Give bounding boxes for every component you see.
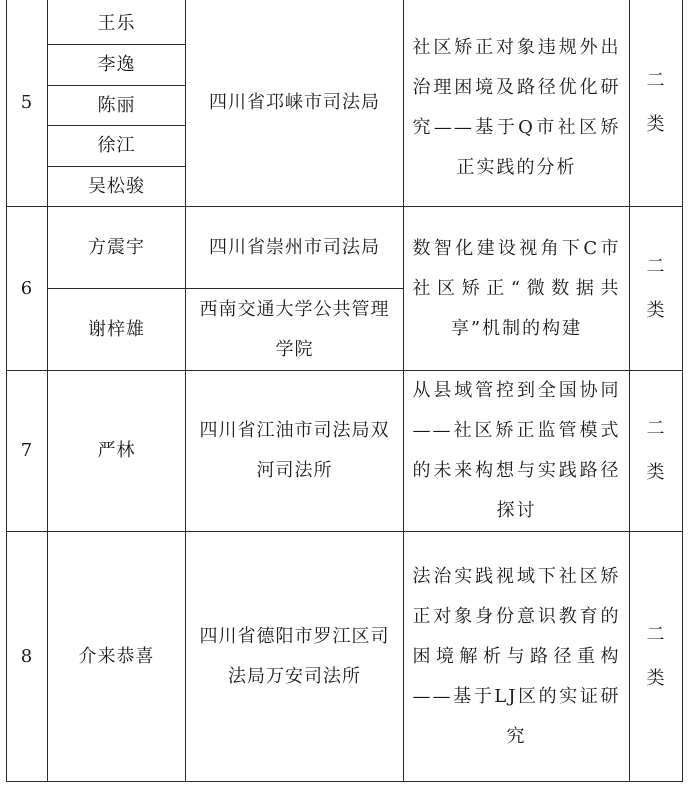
table-bottom-border [6,781,683,782]
unit-name: 四川省江油市司法局双河司法所 [199,420,390,481]
topic-text: 法治实践视域下社区矫正对象身份意识教育的困境解析与路径重构——基于LJ区的实证研究 [412,565,621,747]
member-cell [48,289,185,370]
grade-text: 二类 [646,623,666,689]
member-name: 介来恭喜 [78,645,155,667]
unit-name: 四川省德阳市罗江区司法局万安司法所 [199,625,390,687]
row-number [7,532,47,781]
member-name: 徐江 [97,135,136,156]
member-cell [48,4,185,44]
member-name: 陈丽 [97,94,136,116]
grade-cell [630,0,682,206]
table-right-border [682,0,683,782]
member-cell [48,371,185,531]
row-number [7,0,47,206]
topic-cell [404,371,629,531]
unit-cell [186,207,403,288]
member-name: 李逸 [97,54,136,75]
topic-text: 从县域管控到全国协同——社区矫正监管模式的未来构想与实践路径探讨 [412,380,621,521]
unit-name: 四川省崇州市司法局 [209,236,380,258]
member-name: 吴松骏 [88,175,145,197]
grade-cell [630,532,682,781]
member-cell [48,532,185,781]
unit-cell [186,371,403,531]
member-cell [48,126,185,166]
unit-cell [186,0,403,206]
grade-cell [630,371,682,531]
member-cell [48,86,185,125]
unit-name: 四川省邛崃市司法局 [209,92,380,113]
member-cell [48,167,185,206]
grade-text: 二类 [646,418,666,483]
row-number-text: 5 [20,92,34,113]
topic-text: 社区矫正对象违规外出治理困境及路径优化研究——基于Q市社区矫正实践的分析 [412,37,621,178]
topic-text: 数智化建设视角下C市社区矫正“微数据共享”机制的构建 [412,237,621,339]
member-cell [48,45,185,85]
unit-name: 西南交通大学公共管理学院 [199,298,390,360]
unit-cell [186,532,403,781]
row-number-text: 8 [20,645,34,667]
grade-text: 二类 [646,70,666,135]
grade-cell [630,207,682,370]
member-cell [48,207,185,288]
row-number [7,371,47,531]
row-number [7,207,47,370]
grade-text: 二类 [646,255,666,321]
unit-cell [186,289,403,370]
row-number-text: 6 [20,277,34,299]
member-name: 谢梓雄 [88,318,145,340]
topic-cell [404,26,629,190]
topic-cell [404,207,629,370]
member-name: 王乐 [97,13,136,34]
row-number-text: 7 [20,440,34,461]
topic-cell [404,532,629,781]
member-name: 方震宇 [88,236,145,258]
member-name: 严林 [97,440,136,461]
